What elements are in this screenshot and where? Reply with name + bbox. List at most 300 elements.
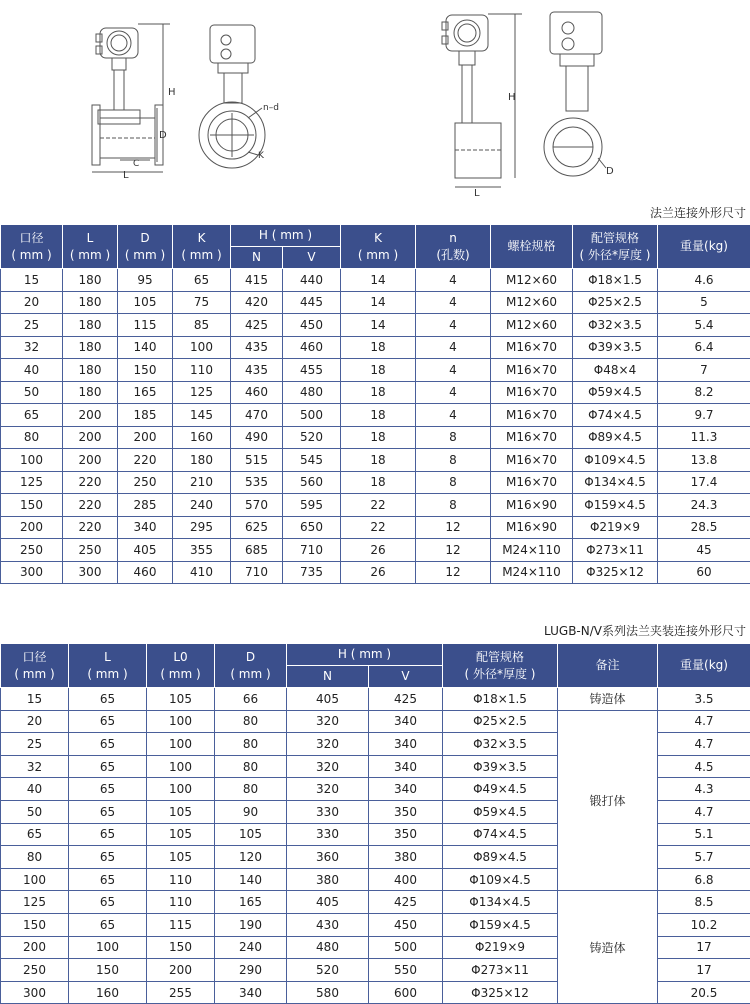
label-d-2: D <box>606 166 614 177</box>
table-cell: 80 <box>215 755 287 778</box>
table-cell: 200 <box>63 449 118 472</box>
table-cell: 100 <box>147 733 215 756</box>
table-cell: 18 <box>341 336 416 359</box>
label-h-1: H <box>168 87 176 98</box>
table-cell: Φ32×3.5 <box>573 314 658 337</box>
table-cell: 515 <box>231 449 283 472</box>
table-cell: 480 <box>283 381 341 404</box>
flanged-meter-side-view <box>92 24 170 172</box>
table-cell: 165 <box>215 891 287 914</box>
table-cell: 735 <box>283 561 341 584</box>
table-cell: 4 <box>416 359 491 382</box>
table-cell: 25 <box>1 314 63 337</box>
table-cell: 8 <box>416 494 491 517</box>
table-cell: 180 <box>63 359 118 382</box>
col-header-l: L ( mm ) <box>63 225 118 269</box>
col-header-v-sub: V <box>283 247 341 269</box>
table-cell: 110 <box>147 891 215 914</box>
table-cell: 4.5 <box>658 755 750 778</box>
clamp-dimension-table <box>0 643 750 1004</box>
table-cell: 415 <box>231 269 283 292</box>
table-cell: 115 <box>118 314 173 337</box>
table-cell: Φ89×4.5 <box>573 426 658 449</box>
table-cell: 425 <box>369 688 443 711</box>
table-cell: 320 <box>287 755 369 778</box>
table-cell: 8 <box>416 471 491 494</box>
table-cell: M16×90 <box>491 516 573 539</box>
table-cell: 9.7 <box>658 404 750 427</box>
table-cell: 420 <box>231 291 283 314</box>
col-header-weight: 重量(kg) <box>658 644 750 688</box>
table-cell: 220 <box>63 494 118 517</box>
table-cell: Φ49×4.5 <box>443 778 558 801</box>
table-cell: 535 <box>231 471 283 494</box>
table-cell: 14 <box>341 269 416 292</box>
table-cell: 480 <box>287 936 369 959</box>
col-header-note: 备注 <box>558 644 658 688</box>
table-cell: 300 <box>63 561 118 584</box>
table-cell: 105 <box>147 800 215 823</box>
table-cell: 15 <box>1 269 63 292</box>
table-cell: 150 <box>1 494 63 517</box>
table-cell: 105 <box>118 291 173 314</box>
table-cell: 125 <box>1 471 63 494</box>
table-cell: 105 <box>147 823 215 846</box>
table-cell: 100 <box>69 936 147 959</box>
table-cell: 150 <box>118 359 173 382</box>
table-cell: 340 <box>369 710 443 733</box>
table-cell: 425 <box>369 891 443 914</box>
table-cell: 165 <box>118 381 173 404</box>
table-row <box>1 426 750 449</box>
table-cell: 80 <box>1 846 69 869</box>
table-cell: 240 <box>215 936 287 959</box>
col-header-n-sub: N <box>287 666 369 688</box>
col-header-l0: L0 ( mm ) <box>147 644 215 688</box>
table-cell: 65 <box>69 755 147 778</box>
table-cell: 410 <box>173 561 231 584</box>
table-cell: 65 <box>69 778 147 801</box>
table-cell: 10.2 <box>658 913 750 936</box>
table-cell: 180 <box>173 449 231 472</box>
col-header-d: D ( mm ) <box>215 644 287 688</box>
table-cell: 32 <box>1 336 63 359</box>
table-cell: 160 <box>69 981 147 1004</box>
table-cell: 650 <box>283 516 341 539</box>
table-cell: 50 <box>1 800 69 823</box>
table-cell: 18 <box>341 381 416 404</box>
table-cell: 340 <box>215 981 287 1004</box>
table-cell: Φ134×4.5 <box>443 891 558 914</box>
table-cell: M24×110 <box>491 561 573 584</box>
table-cell: 180 <box>63 291 118 314</box>
table-cell: M16×70 <box>491 336 573 359</box>
table-cell: 125 <box>173 381 231 404</box>
table-row <box>1 494 750 517</box>
table-cell: 110 <box>173 359 231 382</box>
table-cell: 100 <box>1 449 63 472</box>
table-cell: 100 <box>147 778 215 801</box>
table-cell: 600 <box>369 981 443 1004</box>
table-cell: 115 <box>147 913 215 936</box>
col-header-bolt: 螺栓规格 <box>491 225 573 269</box>
label-c-1: C <box>133 159 139 169</box>
table-cell: 200 <box>1 516 63 539</box>
table-cell: 460 <box>231 381 283 404</box>
table-cell: 4 <box>416 291 491 314</box>
table-cell: 8 <box>416 426 491 449</box>
table-cell: 25 <box>1 733 69 756</box>
table-cell: 340 <box>369 778 443 801</box>
table-cell: Φ159×4.5 <box>573 494 658 517</box>
table-cell: 12 <box>416 539 491 562</box>
table-cell: M12×60 <box>491 269 573 292</box>
table-cell: Φ25×2.5 <box>443 710 558 733</box>
table-cell: 340 <box>369 733 443 756</box>
table-cell: 65 <box>173 269 231 292</box>
table-cell: 200 <box>63 404 118 427</box>
note-cell: 铸造体 <box>558 891 658 1004</box>
table-cell: 500 <box>283 404 341 427</box>
table-cell: 18 <box>341 449 416 472</box>
table-cell: 150 <box>69 959 147 982</box>
table-cell: 300 <box>1 981 69 1004</box>
table-cell: 26 <box>341 561 416 584</box>
table-cell: 65 <box>69 733 147 756</box>
table-cell: 450 <box>369 913 443 936</box>
table-cell: 4 <box>416 404 491 427</box>
table-cell: 180 <box>63 314 118 337</box>
table-cell: 405 <box>287 891 369 914</box>
table-cell: 150 <box>147 936 215 959</box>
table-cell: Φ18×1.5 <box>443 688 558 711</box>
table-cell: M16×70 <box>491 471 573 494</box>
table-row <box>1 269 750 292</box>
table-cell: 65 <box>69 800 147 823</box>
table-cell: 32 <box>1 755 69 778</box>
table-cell: 8.2 <box>658 381 750 404</box>
table-cell: 300 <box>1 561 63 584</box>
table-cell: 65 <box>69 688 147 711</box>
table-row <box>1 516 750 539</box>
table-cell: 4 <box>416 381 491 404</box>
table-cell: 550 <box>369 959 443 982</box>
table-cell: 190 <box>215 913 287 936</box>
table-cell: 580 <box>287 981 369 1004</box>
note-cell: 铸造体 <box>558 688 658 711</box>
table-cell: Φ325×12 <box>443 981 558 1004</box>
table-cell: 5 <box>658 291 750 314</box>
table-cell: 65 <box>1 404 63 427</box>
table-row <box>1 381 750 404</box>
table-cell: 200 <box>118 426 173 449</box>
table-cell: 14 <box>341 291 416 314</box>
table-cell: Φ18×1.5 <box>573 269 658 292</box>
table-cell: 4 <box>416 314 491 337</box>
table-cell: Φ39×3.5 <box>573 336 658 359</box>
table-cell: 710 <box>283 539 341 562</box>
table-cell: 180 <box>63 381 118 404</box>
table2-caption: LUGB-N/V系列法兰夹装连接外形尺寸 <box>544 622 746 639</box>
table-cell: 26 <box>341 539 416 562</box>
table-cell: 210 <box>173 471 231 494</box>
table-cell: 430 <box>287 913 369 936</box>
table-row <box>1 539 750 562</box>
table-cell: Φ48×4 <box>573 359 658 382</box>
table-cell: 100 <box>1 868 69 891</box>
table-row <box>1 449 750 472</box>
table-cell: M16×90 <box>491 494 573 517</box>
table-cell: 685 <box>231 539 283 562</box>
table-cell: M12×60 <box>491 314 573 337</box>
table-row <box>1 710 750 733</box>
table-cell: Φ74×4.5 <box>573 404 658 427</box>
table-cell: M24×110 <box>491 539 573 562</box>
table-cell: M16×70 <box>491 426 573 449</box>
table-cell: 65 <box>69 846 147 869</box>
table-cell: 95 <box>118 269 173 292</box>
table-cell: 350 <box>369 800 443 823</box>
table-cell: 4.7 <box>658 800 750 823</box>
table-cell: 85 <box>173 314 231 337</box>
table-cell: 4.6 <box>658 269 750 292</box>
table-cell: 105 <box>147 688 215 711</box>
table-cell: 65 <box>69 913 147 936</box>
table-row <box>1 359 750 382</box>
note-cell: 锻打体 <box>558 710 658 891</box>
table-cell: 180 <box>63 336 118 359</box>
table-row <box>1 314 750 337</box>
table-cell: 18 <box>341 471 416 494</box>
col-header-n: n (孔数) <box>416 225 491 269</box>
col-header-h: H ( mm ) <box>231 225 341 247</box>
table-cell: 4.7 <box>658 733 750 756</box>
table-cell: 150 <box>1 913 69 936</box>
table-cell: 450 <box>283 314 341 337</box>
table-cell: 4 <box>416 269 491 292</box>
label-k: K <box>258 151 265 161</box>
table-cell: 8 <box>416 449 491 472</box>
table-cell: 320 <box>287 710 369 733</box>
table-cell: 105 <box>215 823 287 846</box>
table-cell: 435 <box>231 336 283 359</box>
table-cell: 320 <box>287 733 369 756</box>
table-cell: M16×70 <box>491 404 573 427</box>
table-cell: 28.5 <box>658 516 750 539</box>
table-cell: Φ74×4.5 <box>443 823 558 846</box>
col-header-v-sub: V <box>369 666 443 688</box>
table-cell: 185 <box>118 404 173 427</box>
table-row <box>1 561 750 584</box>
table-cell: 13.8 <box>658 449 750 472</box>
table-cell: Φ39×3.5 <box>443 755 558 778</box>
label-l-2: L <box>474 188 480 199</box>
table-cell: Φ159×4.5 <box>443 913 558 936</box>
table-cell: 710 <box>231 561 283 584</box>
col-header-dn: 口径 ( mm ) <box>1 225 63 269</box>
table-cell: 145 <box>173 404 231 427</box>
table-cell: 4.3 <box>658 778 750 801</box>
table-cell: Φ59×4.5 <box>443 800 558 823</box>
label-nd: n–d <box>263 103 279 113</box>
table-cell: 125 <box>1 891 69 914</box>
table-cell: Φ89×4.5 <box>443 846 558 869</box>
table-cell: 65 <box>69 868 147 891</box>
col-header-n-sub: N <box>231 247 283 269</box>
table-cell: 405 <box>287 688 369 711</box>
table-cell: 490 <box>231 426 283 449</box>
table-cell: 140 <box>215 868 287 891</box>
table-cell: M16×70 <box>491 449 573 472</box>
table-cell: 5.1 <box>658 823 750 846</box>
table-row <box>1 404 750 427</box>
table-cell: 90 <box>215 800 287 823</box>
table-cell: 100 <box>147 755 215 778</box>
col-header-k: K ( mm ) <box>173 225 231 269</box>
table-cell: 250 <box>118 471 173 494</box>
table-cell: 360 <box>287 846 369 869</box>
table-cell: 22 <box>341 516 416 539</box>
clamp-meter-end-view <box>544 12 606 176</box>
table-cell: 240 <box>173 494 231 517</box>
table-cell: 60 <box>658 561 750 584</box>
label-h-2: H <box>508 92 516 103</box>
table-cell: 250 <box>1 959 69 982</box>
table-cell: 200 <box>147 959 215 982</box>
table-cell: Φ134×4.5 <box>573 471 658 494</box>
table-cell: 4 <box>416 336 491 359</box>
col-header-l: L ( mm ) <box>69 644 147 688</box>
table-cell: 17.4 <box>658 471 750 494</box>
table-cell: 220 <box>63 471 118 494</box>
col-header-dn: 口径 ( mm ) <box>1 644 69 688</box>
table-cell: Φ219×9 <box>443 936 558 959</box>
table-cell: 66 <box>215 688 287 711</box>
table-cell: 545 <box>283 449 341 472</box>
table-cell: 340 <box>369 755 443 778</box>
table-cell: Φ59×4.5 <box>573 381 658 404</box>
table-cell: Φ273×11 <box>443 959 558 982</box>
table-cell: 17 <box>658 959 750 982</box>
table-cell: 220 <box>63 516 118 539</box>
table-cell: 20 <box>1 710 69 733</box>
table-cell: 15 <box>1 688 69 711</box>
table-row <box>1 291 750 314</box>
dimension-drawings <box>0 0 750 200</box>
table-cell: 80 <box>215 778 287 801</box>
table-cell: Φ219×9 <box>573 516 658 539</box>
table-cell: 65 <box>69 891 147 914</box>
table-cell: 105 <box>147 846 215 869</box>
table-cell: 20 <box>1 291 63 314</box>
table-cell: 255 <box>147 981 215 1004</box>
table-cell: 460 <box>118 561 173 584</box>
table-cell: Φ109×4.5 <box>573 449 658 472</box>
table-cell: 595 <box>283 494 341 517</box>
flange-dimension-table <box>0 224 750 584</box>
table-row <box>1 688 750 711</box>
table-cell: 80 <box>215 733 287 756</box>
table-cell: 520 <box>287 959 369 982</box>
col-header-pipe: 配管规格 ( 外径*厚度 ) <box>443 644 558 688</box>
table-cell: 3.5 <box>658 688 750 711</box>
table-cell: 20.5 <box>658 981 750 1004</box>
table-cell: 290 <box>215 959 287 982</box>
table-cell: 220 <box>118 449 173 472</box>
table-cell: 120 <box>215 846 287 869</box>
table-cell: 250 <box>1 539 63 562</box>
table-cell: 80 <box>215 710 287 733</box>
table-cell: 625 <box>231 516 283 539</box>
table-cell: 12 <box>416 516 491 539</box>
table-cell: 65 <box>1 823 69 846</box>
table-cell: Φ109×4.5 <box>443 868 558 891</box>
table-cell: 65 <box>69 823 147 846</box>
table-cell: 520 <box>283 426 341 449</box>
table-cell: 40 <box>1 359 63 382</box>
table-cell: Φ325×12 <box>573 561 658 584</box>
label-d-1: D <box>159 130 167 141</box>
table-cell: 455 <box>283 359 341 382</box>
table-cell: 295 <box>173 516 231 539</box>
table-cell: 110 <box>147 868 215 891</box>
table-cell: 435 <box>231 359 283 382</box>
table-cell: 200 <box>63 426 118 449</box>
table-cell: 14 <box>341 314 416 337</box>
flanged-meter-end-view <box>199 25 265 168</box>
col-header-h: H ( mm ) <box>287 644 443 666</box>
table-cell: 24.3 <box>658 494 750 517</box>
table-cell: 11.3 <box>658 426 750 449</box>
table-cell: 330 <box>287 800 369 823</box>
table-cell: 340 <box>118 516 173 539</box>
col-header-weight: 重量(kg) <box>658 225 750 269</box>
table-cell: 50 <box>1 381 63 404</box>
table-cell: 5.4 <box>658 314 750 337</box>
table-cell: 400 <box>369 868 443 891</box>
label-l-1: L <box>123 170 129 181</box>
table-cell: 100 <box>173 336 231 359</box>
table-cell: Φ25×2.5 <box>573 291 658 314</box>
table-cell: 40 <box>1 778 69 801</box>
table-cell: M16×70 <box>491 359 573 382</box>
table-cell: 320 <box>287 778 369 801</box>
table-cell: 560 <box>283 471 341 494</box>
table-row <box>1 336 750 359</box>
table-cell: 285 <box>118 494 173 517</box>
table-cell: 200 <box>1 936 69 959</box>
table-cell: 4.7 <box>658 710 750 733</box>
table-cell: 18 <box>341 404 416 427</box>
table-cell: 445 <box>283 291 341 314</box>
table-cell: 160 <box>173 426 231 449</box>
table-cell: 18 <box>341 426 416 449</box>
table-cell: 100 <box>147 710 215 733</box>
table-cell: 380 <box>369 846 443 869</box>
table-row <box>1 891 750 914</box>
table-row <box>1 471 750 494</box>
table-cell: 460 <box>283 336 341 359</box>
table-cell: 18 <box>341 359 416 382</box>
table-cell: 350 <box>369 823 443 846</box>
table-cell: 6.8 <box>658 868 750 891</box>
table1-caption: 法兰连接外形尺寸 <box>650 204 746 221</box>
table-cell: Φ273×11 <box>573 539 658 562</box>
col-header-k2: K ( mm ) <box>341 225 416 269</box>
table-cell: 405 <box>118 539 173 562</box>
table-cell: 65 <box>69 710 147 733</box>
table-cell: 500 <box>369 936 443 959</box>
